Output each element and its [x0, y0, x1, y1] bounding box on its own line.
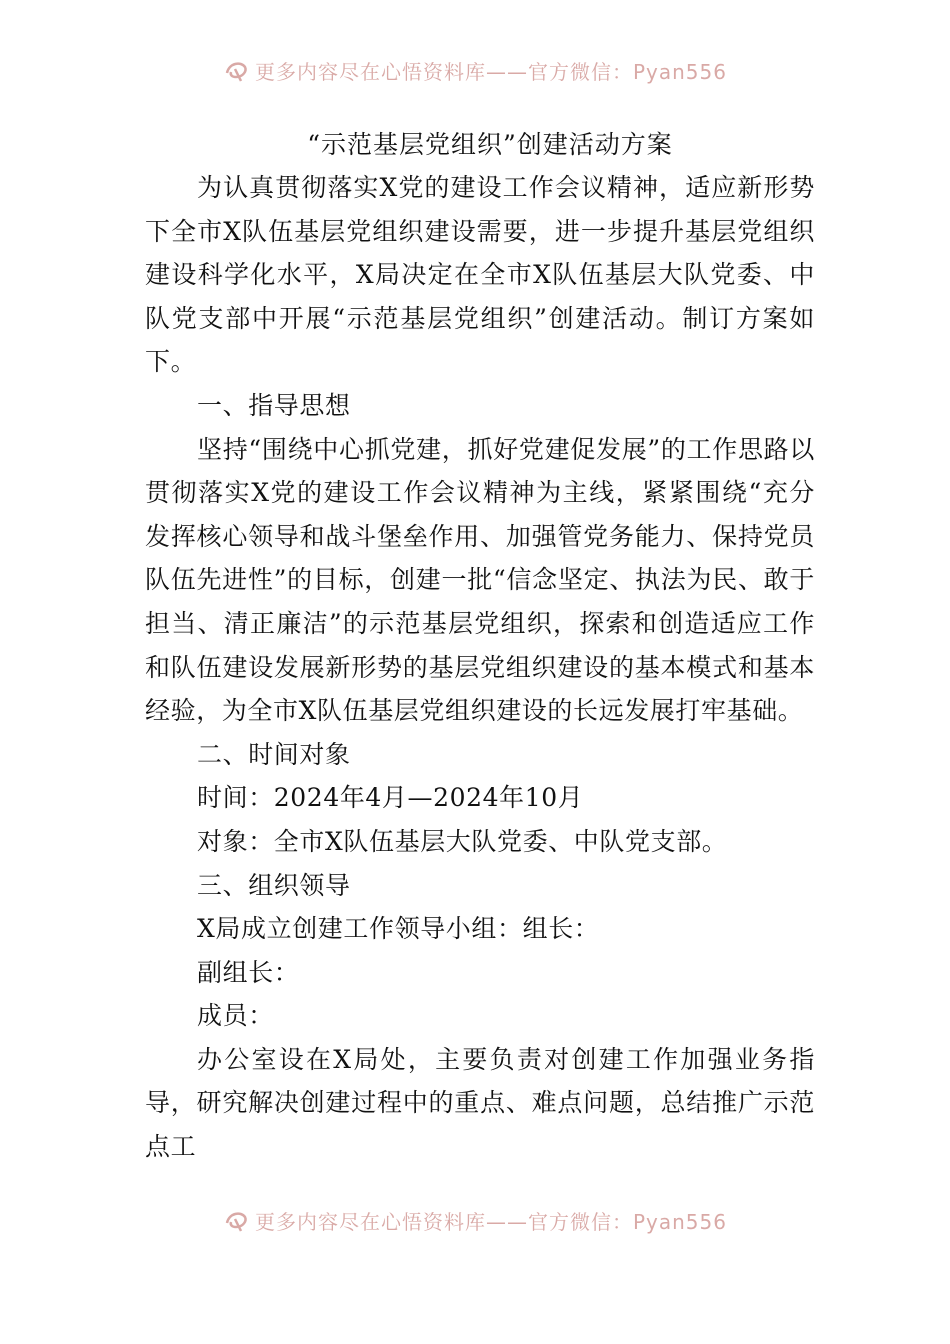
section-heading-guiding-ideology: 一、指导思想 [197, 390, 351, 420]
members-line: 成员： [197, 1001, 274, 1031]
leadership-group-line: X局成立创建工作领导小组：组长： [197, 914, 600, 944]
header-watermark [0, 56, 950, 84]
office-paragraph: 办公室设在X局处，主要负责对创建工作加强业务指导，研究解决创建过程中的重点、难点问题，总结推广示范点工 [145, 1044, 815, 1162]
document-title: “示范基层党组织”创建活动方案 [307, 130, 673, 159]
watermark-logo-icon [223, 1207, 249, 1233]
document-body [145, 124, 815, 1169]
guiding-ideology-paragraph: 坚持“围绕中心抓党建，抓好党建促发展”的工作思路以贯彻落实X党的建设工作会议精神为主线，紧紧围绕“充分发挥核心领导和战斗堡垒作用、加强管党务能力、保持党员队伍先进性”的目标，创建一批“信念坚定、执法为民、敢于担当、清正廉洁”的示范基层党组织，探索和创造适应工作和队伍建设发展新形势的基层党组织建设的基本模式和基本经验，为全市X队伍基层党组织建设的长远发展打牢基础。 [145, 434, 815, 726]
intro-paragraph: 为认真贯彻落实X党的建设工作会议精神，适应新形势下全市X队伍基层党组织建设需要，进一步提升基层党组织建设科学化水平，X局决定在全市X队伍基层大队党委、中队党支部中开展“示范基层党组织”创建活动。制订方案如下。 [145, 173, 815, 377]
section-heading-time-target: 二、时间对象 [197, 739, 351, 769]
watermark-text: 更多内容尽在心悟资料库——官方微信：Pyan556 [254, 59, 727, 84]
footer-watermark [0, 1206, 950, 1234]
deputy-leader-line: 副组长： [197, 957, 300, 987]
target-line: 对象：全市X队伍基层大队党委、中队党支部。 [197, 826, 728, 856]
time-line: 时间：2024年4月—2024年10月 [197, 783, 584, 813]
watermark-logo-icon [223, 57, 249, 83]
section-heading-leadership: 三、组织领导 [197, 870, 351, 900]
watermark-text: 更多内容尽在心悟资料库——官方微信：Pyan556 [254, 1209, 727, 1234]
